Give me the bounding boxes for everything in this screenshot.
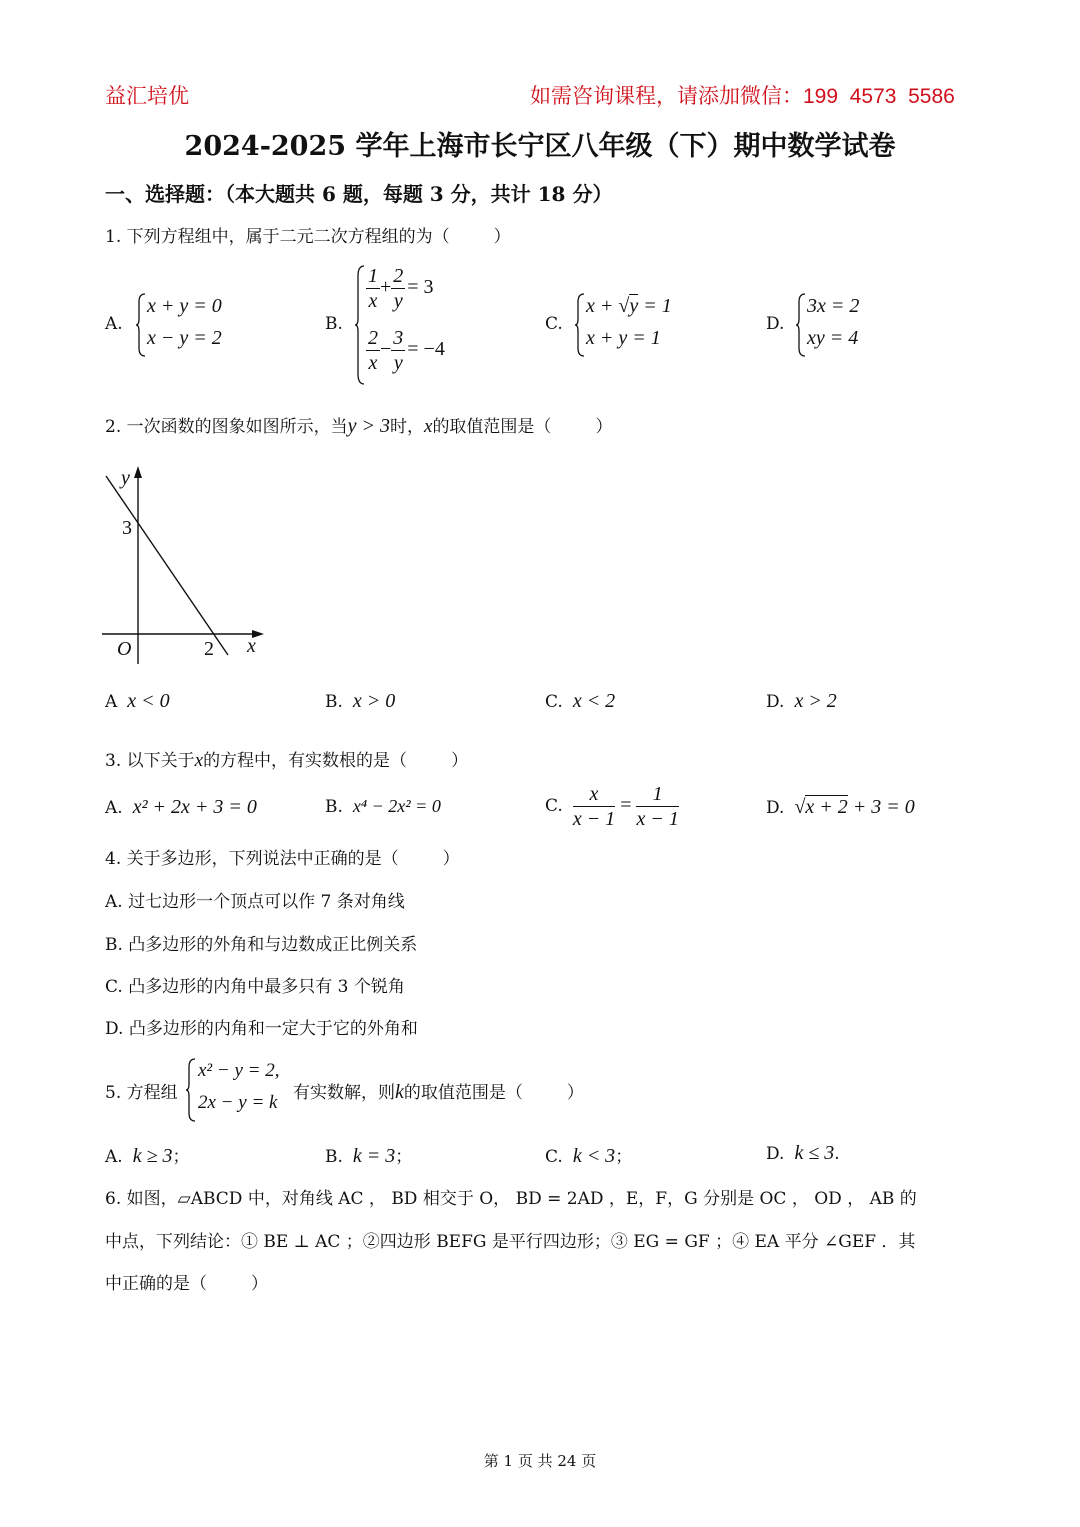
origin-label: O (117, 638, 132, 660)
page-number: 第 1 页 共 24 页 (483, 1452, 597, 1470)
question-3-stem: 3. 以下关于x的方程中，有实数根的是（ ） (105, 750, 469, 771)
q5-system: x² − y = 2, 2x − y = k (185, 1057, 295, 1123)
function-line (106, 476, 228, 655)
q4-option-b: B. 凸多边形的外角和与边数成正比例关系 (105, 935, 418, 955)
q1-option-a-label: A. (105, 314, 123, 334)
q1-option-c-system: x + √y = 1 x + y = 1 (574, 292, 694, 358)
question-2-stem: 2. 一次函数的图象如图所示，当y > 3时，x的取值范围是（ ） (105, 415, 613, 437)
question-6-line-1: 6. 如图，▱ABCD 中，对角线 AC ， BD 相交于 O， BD = 2AD ，E，F，G 分别是 OC ， OD ， AB 的 (105, 1189, 917, 1209)
brace-icon (135, 292, 147, 358)
brace-icon (574, 292, 586, 358)
q2-option-c: C. x < 2 (545, 690, 616, 712)
contact-info (530, 80, 955, 110)
q2-option-a: A x < 0 (105, 690, 170, 712)
q3-option-a: A. x² + 2x + 3 = 0 (105, 796, 257, 818)
y-axis-arrow-icon (134, 466, 142, 478)
question-5-stem-a: 5. 方程组 (105, 1083, 178, 1103)
q3-option-b: B. x⁴ − 2x² = 0 (325, 796, 441, 817)
brace-icon (795, 292, 807, 358)
q5-option-b: B. k = 3； (325, 1145, 413, 1167)
x-intercept-label: 2 (204, 638, 214, 660)
question-5-stem-b: 有实数解，则k的取值范围是（ ） (293, 1081, 584, 1103)
q1-option-c-label: C. (545, 314, 563, 334)
brace-icon (354, 264, 366, 386)
q2-option-d: D. x > 2 (766, 690, 837, 712)
q1-option-b-label: B. (325, 314, 343, 334)
section-heading: 一、选择题：（本大题共 6 题，每题 3 分，共计 18 分） (105, 182, 613, 206)
sqrt-icon: √ (618, 295, 630, 317)
q3-option-d: D. √x + 2 + 3 = 0 (766, 796, 915, 818)
question-6-line-2: 中点，下列结论：① BE ⊥ AC ；②四边形 BEFG 是平行四边形；③ EG = GF ；④ EA 平分 ∠GEF ．其 (105, 1232, 916, 1252)
q5-option-a: A. k ≥ 3； (105, 1145, 190, 1167)
x-axis-label: x (247, 635, 256, 657)
question-6-line-3: 中正确的是（ ） (105, 1274, 268, 1294)
wechat-number: 199 4573 5586 (803, 85, 955, 108)
q1-option-d-system: 3x = 2 xy = 4 (795, 292, 885, 358)
question-1-stem: 1. 下列方程组中，属于二元二次方程组的为（ ） (105, 227, 511, 247)
q1-option-b-system: $\frac{1}{x}$ + $\frac{2}{y}$ = 3 $\frac{2}{x}$ − $\frac{3}{y}$ = −4 (354, 264, 484, 386)
q2-option-b: B. x > 0 (325, 690, 396, 712)
sqrt-icon: √ (794, 796, 806, 818)
q4-option-c: C. 凸多边形的内角中最多只有 3 个锐角 (105, 977, 405, 997)
y-axis-label: y (121, 467, 130, 489)
q1-option-d-label: D. (766, 314, 785, 334)
q1-option-a-system: x + y = 0 x − y = 2 (135, 292, 235, 358)
q5-option-c: C. k < 3； (545, 1145, 633, 1167)
q4-option-d: D. 凸多边形的内角和一定大于它的外角和 (105, 1019, 418, 1039)
y-intercept-label: 3 (122, 517, 132, 539)
linear-function-graph (100, 462, 270, 672)
question-4-stem: 4. 关于多边形，下列说法中正确的是（ ） (105, 849, 460, 869)
brand-name: 益汇培优 (105, 84, 189, 108)
q5-option-d: D. k ≤ 3. (766, 1142, 840, 1164)
brace-icon (185, 1057, 197, 1123)
contact-prefix: 如需咨询课程，请添加微信： (530, 84, 803, 108)
q4-option-a: A. 过七边形一个顶点可以作 7 条对角线 (105, 892, 405, 912)
q3-option-c: C. $\frac{x}{x - 1}$ = $\frac{1}{x - 1}$ (545, 783, 679, 830)
page-title: 2024-2025 学年上海市长宁区八年级（下）期中数学试卷 (184, 131, 896, 162)
